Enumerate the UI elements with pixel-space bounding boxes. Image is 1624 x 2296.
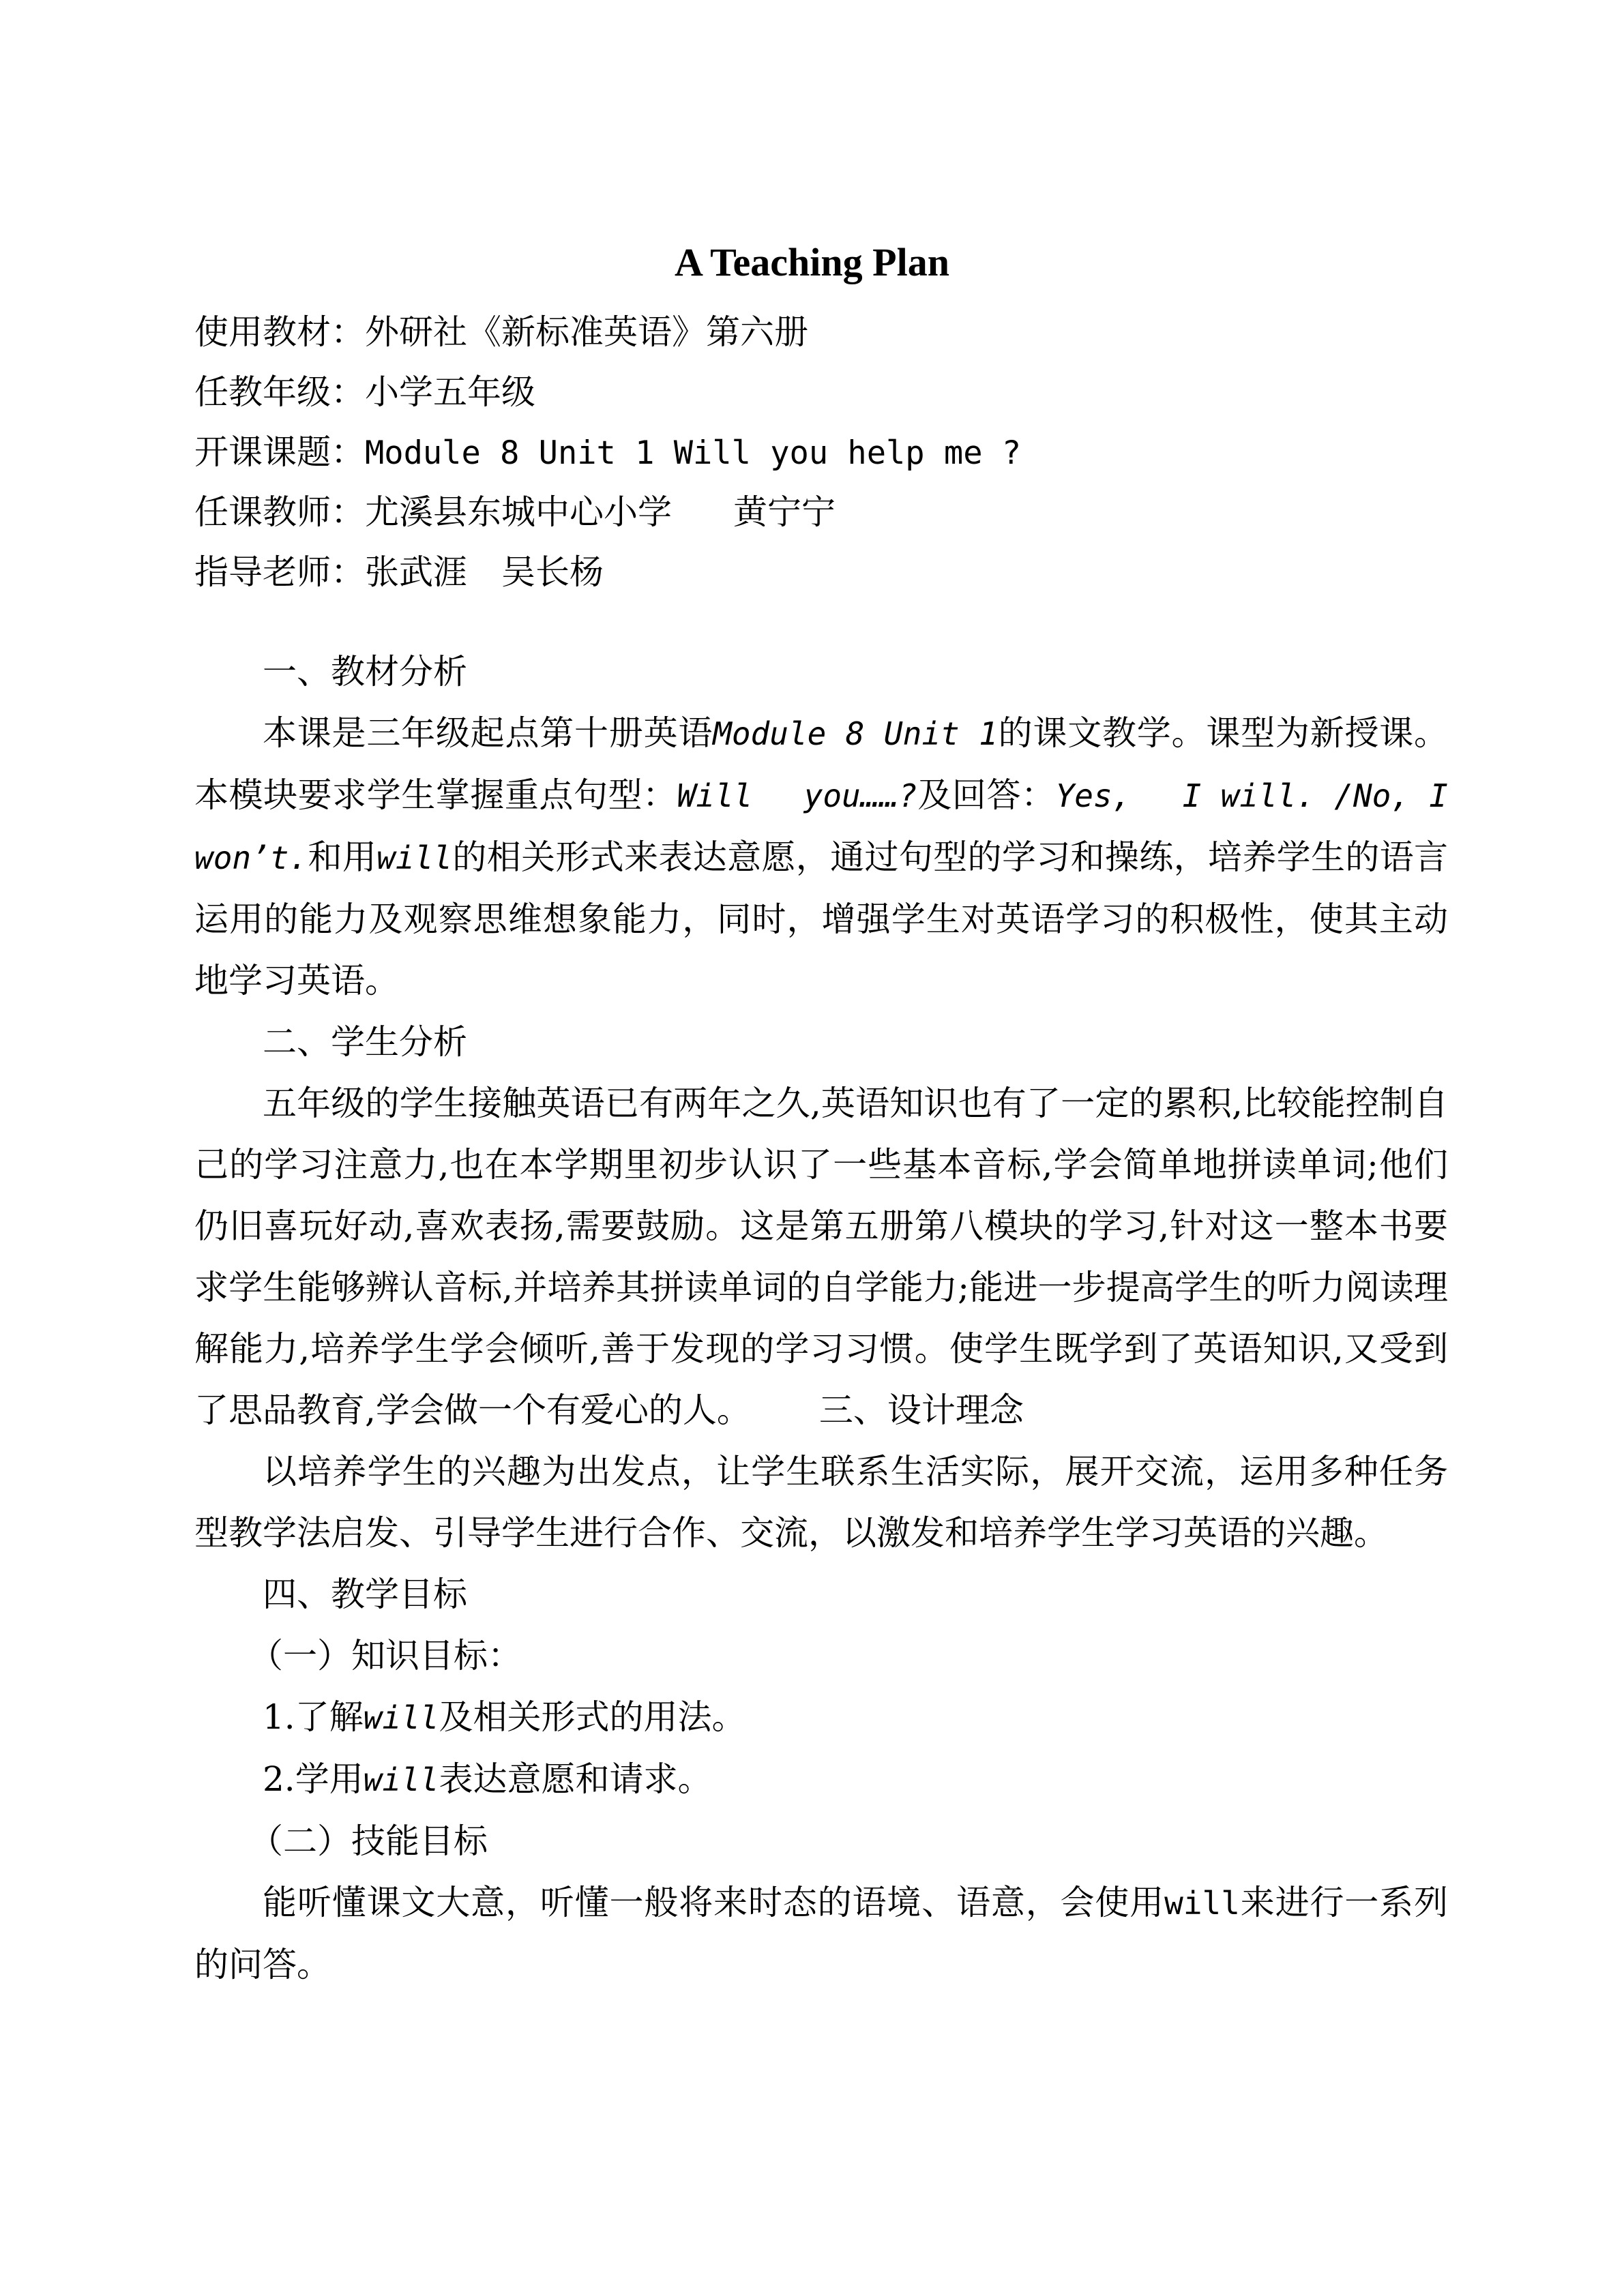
text-run: 能听懂课文大意，听懂一般将来时态的语境、语意，会使用 [263,1883,1165,1922]
english-term: will [1164,1885,1240,1922]
list-item-1 [194,1686,1448,1748]
english-term: will [363,1699,439,1736]
info-line-teacher [194,481,1490,543]
text-run: 本课是三年级起点第十册英语 [263,713,713,753]
text-run: 1.了解 [263,1697,364,1737]
section-heading-design: 三、设计理念 [818,1390,1024,1430]
advisor-label: 指导老师： [194,552,365,592]
subheading-knowledge: （一）知识目标： [249,1636,522,1675]
text-run: 的相关形式来表达意愿，通过句型的学习和操练，培养学生的语言运用的能力及观察思维想象能力，同时，增强学生对英语学习的积极性，使其主动地学习英语。 [194,837,1449,1000]
english-term: Yes, I will. /No, I won’t. [194,777,1449,876]
subheading-skills: （二）技能目标 [249,1821,488,1861]
info-line-grade [194,361,1490,423]
text-run: 及相关形式的用法。 [439,1697,746,1737]
info-line-advisor [194,541,1490,603]
advisor-value: 张武涯 吴长杨 [365,552,604,592]
text-run: 2.学用 [263,1759,364,1799]
teacher-school: 尤溪县东城中心小学 [365,492,672,532]
paragraph-students [194,1073,1448,1441]
textbook-label: 使用教材： [194,312,365,352]
list-item-2 [194,1748,1448,1810]
info-line-textbook [194,301,1490,363]
paragraph-skills [194,1872,1448,1995]
topic-label: 开课课题： [194,432,365,472]
paragraph-design: 以培养学生的兴趣为出发点，让学生联系生活实际，展开交流，运用多种任务型教学法启发、引导学生进行合作、交流，以激发和培养学生学习英语的兴趣。 [194,1452,1448,1553]
paragraph-materials [194,702,1448,1011]
info-line-topic [194,421,1490,484]
english-term: Module 8 Unit 1 [713,715,998,752]
document-body [194,641,1448,1995]
english-term: Will you……? [677,777,917,814]
section-heading-objectives: 四、教学目标 [263,1575,467,1614]
text-run: 及回答： [917,775,1056,815]
teacher-label: 任课教师： [194,492,365,532]
text-run: 表达意愿和请求。 [439,1759,712,1799]
topic-value: Module 8 Unit 1 Will you help me ? [365,434,1022,472]
grade-value: 小学五年级 [365,372,535,412]
text-run: 和用 [308,837,377,877]
text-run: 来进行一系列的问答。 [194,1883,1449,1984]
grade-label: 任教年级： [194,372,365,412]
text-run: 五年级的学生接触英语已有两年之久,英语知识也有了一定的累积,比较能控制自己的学习注意力,也在本学期里初步认识了一些基本音标,学会简单地拼读单词;他们仍旧喜玩好动,喜欢表扬,需要鼓励。这是第五册第八模块的学习,针对这一整本书要求学生能够辨认音标,并培养其拼读单词的自学能力;能进一步提高学生的听力阅读理解能力,培养学生学会倾听,善于发现的学习习惯。使学生既学到了英语知识,又受到了思品教育,学会做一个有爱心的人。 [194,1084,1448,1430]
page-title: A Teaching Plan [675,240,949,284]
textbook-value: 外研社《新标准英语》第六册 [365,312,808,352]
text-run: 的课文教学。课型为新授课。本模块要求学生掌握重点句型： [194,713,1449,815]
english-term: will [363,1761,439,1798]
teacher-name: 黄宁宁 [733,492,836,532]
section-heading-students: 二、学生分析 [263,1022,467,1062]
section-heading-materials: 一、教材分析 [263,652,467,691]
english-term: will [377,839,452,876]
